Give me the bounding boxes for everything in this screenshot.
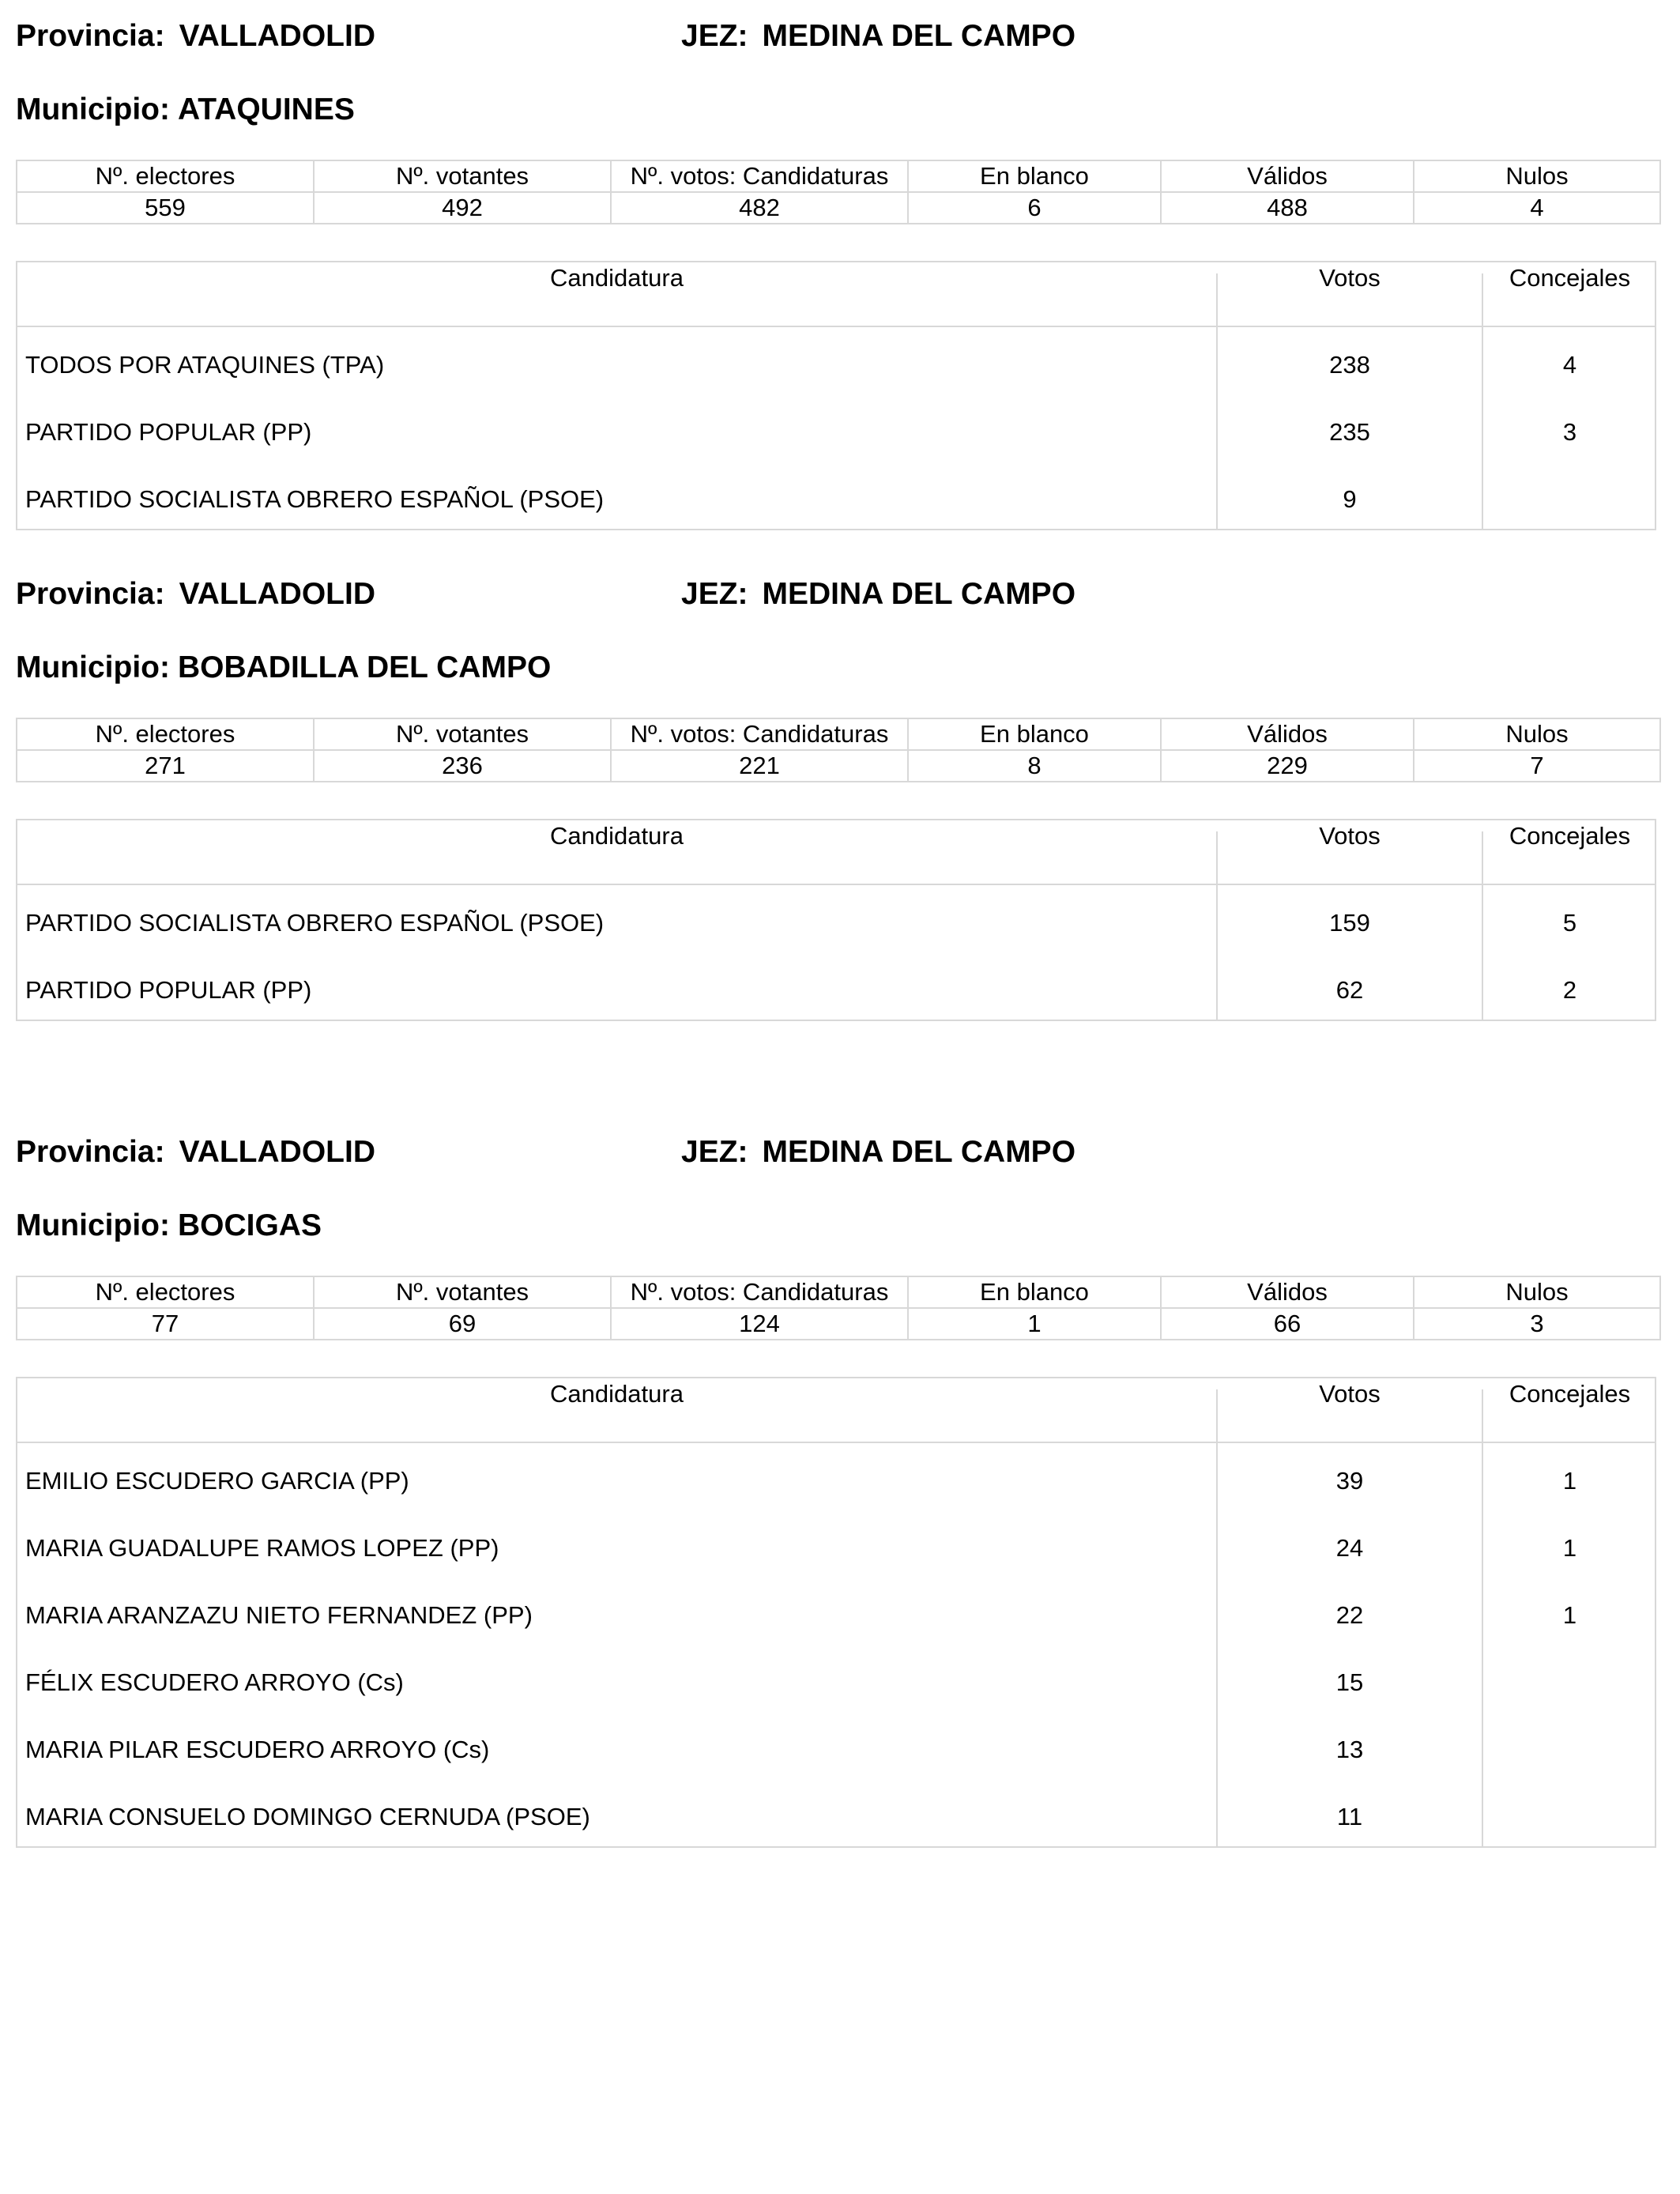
- provincia-header: [16, 579, 375, 609]
- stats-header-cell: Válidos: [1161, 160, 1414, 192]
- stats-header-cell: Nulos: [1414, 1276, 1660, 1308]
- provincia-label: Provincia:: [16, 19, 165, 53]
- candidate-name: EMILIO ESCUDERO GARCIA (PP): [25, 1467, 409, 1495]
- candidate-concejales: 1: [1562, 1534, 1577, 1562]
- candidate-row: [17, 1645, 1655, 1712]
- stats-value-cell: 8: [908, 750, 1161, 782]
- stats-header-cell: Nº. votantes: [314, 1276, 611, 1308]
- candidates-table: [16, 1377, 1656, 1848]
- municipio-value: BOBADILLA DEL CAMPO: [177, 650, 552, 684]
- stats-value-cell: 66: [1161, 1308, 1414, 1340]
- candidate-votes: 15: [1335, 1668, 1364, 1696]
- jez-label: JEZ:: [681, 19, 748, 53]
- stats-value-cell: 221: [611, 750, 908, 782]
- candidate-row: [17, 1443, 1655, 1510]
- candidates-table: [16, 261, 1656, 530]
- candidate-votes: 235: [1329, 418, 1370, 446]
- candidates-body: [17, 1443, 1655, 1846]
- candidate-row: [17, 327, 1655, 394]
- stats-header-cell: Nº. votos: Candidaturas: [611, 1276, 908, 1308]
- stats-header-cell: Nº. votantes: [314, 718, 611, 750]
- stats-value-cell: 236: [314, 750, 611, 782]
- candidate-name: MARIA PILAR ESCUDERO ARROYO (Cs): [25, 1736, 490, 1763]
- provincia-value: VALLADOLID: [179, 19, 375, 53]
- candidate-row: [17, 462, 1655, 529]
- candidates-header: [17, 820, 1655, 885]
- candidate-concejales: 4: [1562, 351, 1577, 379]
- stats-header-cell: En blanco: [908, 718, 1161, 750]
- candidatura-header: Candidatura: [550, 1380, 684, 1408]
- candidate-row: [17, 394, 1655, 462]
- stats-value-cell: 492: [314, 192, 611, 224]
- stats-header-row: [17, 160, 1660, 192]
- stats-header-cell: Nº. votos: Candidaturas: [611, 718, 908, 750]
- jez-header: [681, 579, 1075, 609]
- candidate-row: [17, 885, 1655, 952]
- candidate-name: MARIA GUADALUPE RAMOS LOPEZ (PP): [25, 1534, 499, 1562]
- stats-table: [16, 160, 1661, 224]
- column-divider: [1216, 831, 1218, 884]
- municipio-value: ATAQUINES: [177, 92, 355, 126]
- candidatura-header: Candidatura: [550, 822, 684, 850]
- candidate-name: MARIA CONSUELO DOMINGO CERNUDA (PSOE): [25, 1803, 590, 1830]
- candidate-concejales: 3: [1562, 418, 1577, 446]
- candidate-votes: 238: [1329, 351, 1370, 379]
- stats-header-row: [17, 1276, 1660, 1308]
- candidate-name: PARTIDO SOCIALISTA OBRERO ESPAÑOL (PSOE): [25, 909, 605, 937]
- candidatura-header: Candidatura: [550, 264, 684, 292]
- stats-value-cell: 559: [17, 192, 314, 224]
- stats-value-cell: 4: [1414, 192, 1660, 224]
- stats-value-cell: 7: [1414, 750, 1660, 782]
- stats-header-cell: En blanco: [908, 1276, 1161, 1308]
- stats-value-cell: 1: [908, 1308, 1161, 1340]
- candidate-name: PARTIDO POPULAR (PP): [25, 418, 312, 446]
- votos-header: Votos: [1319, 264, 1381, 292]
- stats-value-row: [17, 750, 1660, 782]
- stats-header-cell: Nulos: [1414, 718, 1660, 750]
- candidate-row: [17, 1510, 1655, 1578]
- stats-value-cell: 229: [1161, 750, 1414, 782]
- column-divider: [1482, 1389, 1483, 1442]
- stats-value-row: [17, 1308, 1660, 1340]
- municipio-label: Municipio:: [16, 650, 170, 684]
- stats-header-cell: Nº. electores: [17, 718, 314, 750]
- candidate-votes: 9: [1343, 485, 1357, 513]
- stats-value-cell: 6: [908, 192, 1161, 224]
- provincia-value: VALLADOLID: [179, 577, 375, 611]
- municipio-header: [16, 652, 551, 683]
- candidate-concejales: 1: [1562, 1467, 1577, 1495]
- stats-table: [16, 718, 1661, 782]
- municipio-label: Municipio:: [16, 1208, 170, 1242]
- candidate-name: TODOS POR ATAQUINES (TPA): [25, 351, 385, 379]
- candidate-concejales: 2: [1562, 976, 1577, 1004]
- municipio-label: Municipio:: [16, 92, 170, 126]
- municipio-header: [16, 94, 355, 125]
- stats-header-cell: Nº. electores: [17, 1276, 314, 1308]
- stats-header-cell: Nº. votos: Candidaturas: [611, 160, 908, 192]
- candidate-row: [17, 1578, 1655, 1645]
- concejales-header: Concejales: [1509, 264, 1631, 292]
- candidate-concejales: 1: [1562, 1601, 1577, 1629]
- candidates-header: [17, 262, 1655, 327]
- stats-value-cell: 124: [611, 1308, 908, 1340]
- candidates-header: [17, 1378, 1655, 1443]
- candidate-name: PARTIDO SOCIALISTA OBRERO ESPAÑOL (PSOE): [25, 485, 605, 513]
- candidate-concejales: 5: [1562, 909, 1577, 937]
- jez-value: MEDINA DEL CAMPO: [762, 19, 1076, 53]
- candidate-row: [17, 1712, 1655, 1779]
- candidate-votes: 39: [1335, 1467, 1364, 1495]
- candidates-table: [16, 819, 1656, 1021]
- candidate-row: [17, 1779, 1655, 1846]
- stats-header-cell: En blanco: [908, 160, 1161, 192]
- stats-value-cell: 488: [1161, 192, 1414, 224]
- jez-label: JEZ:: [681, 577, 748, 611]
- jez-header: [681, 21, 1075, 51]
- stats-value-cell: 77: [17, 1308, 314, 1340]
- candidates-body: [17, 327, 1655, 529]
- jez-value: MEDINA DEL CAMPO: [762, 1135, 1076, 1169]
- candidate-name: MARIA ARANZAZU NIETO FERNANDEZ (PP): [25, 1601, 533, 1629]
- concejales-header: Concejales: [1509, 1380, 1631, 1408]
- candidate-name: PARTIDO POPULAR (PP): [25, 976, 312, 1004]
- stats-header-cell: Nº. votantes: [314, 160, 611, 192]
- stats-value-row: [17, 192, 1660, 224]
- candidate-row: [17, 952, 1655, 1020]
- provincia-header: [16, 1137, 375, 1167]
- municipio-value: BOCIGAS: [177, 1208, 322, 1242]
- concejales-header: Concejales: [1509, 822, 1631, 850]
- stats-value-cell: 3: [1414, 1308, 1660, 1340]
- candidates-body: [17, 885, 1655, 1020]
- candidate-votes: 11: [1336, 1803, 1363, 1830]
- stats-value-cell: 69: [314, 1308, 611, 1340]
- provincia-label: Provincia:: [16, 1135, 165, 1169]
- municipio-header: [16, 1210, 322, 1241]
- jez-value: MEDINA DEL CAMPO: [762, 577, 1076, 611]
- stats-value-cell: 482: [611, 192, 908, 224]
- candidate-votes: 159: [1329, 909, 1370, 937]
- column-divider: [1216, 273, 1218, 326]
- provincia-header: [16, 21, 375, 51]
- candidate-votes: 24: [1335, 1534, 1364, 1562]
- candidate-votes: 13: [1335, 1736, 1364, 1763]
- column-divider: [1482, 273, 1483, 326]
- candidate-votes: 22: [1335, 1601, 1364, 1629]
- provincia-label: Provincia:: [16, 577, 165, 611]
- candidate-votes: 62: [1335, 976, 1364, 1004]
- stats-header-cell: Nº. electores: [17, 160, 314, 192]
- candidate-name: FÉLIX ESCUDERO ARROYO (Cs): [25, 1668, 404, 1696]
- column-divider: [1216, 1389, 1218, 1442]
- stats-header-row: [17, 718, 1660, 750]
- provincia-value: VALLADOLID: [179, 1135, 375, 1169]
- stats-table: [16, 1276, 1661, 1340]
- votos-header: Votos: [1319, 1380, 1381, 1408]
- stats-value-cell: 271: [17, 750, 314, 782]
- stats-header-cell: Nulos: [1414, 160, 1660, 192]
- jez-label: JEZ:: [681, 1135, 748, 1169]
- jez-header: [681, 1137, 1075, 1167]
- votos-header: Votos: [1319, 822, 1381, 850]
- column-divider: [1482, 831, 1483, 884]
- stats-header-cell: Válidos: [1161, 718, 1414, 750]
- stats-header-cell: Válidos: [1161, 1276, 1414, 1308]
